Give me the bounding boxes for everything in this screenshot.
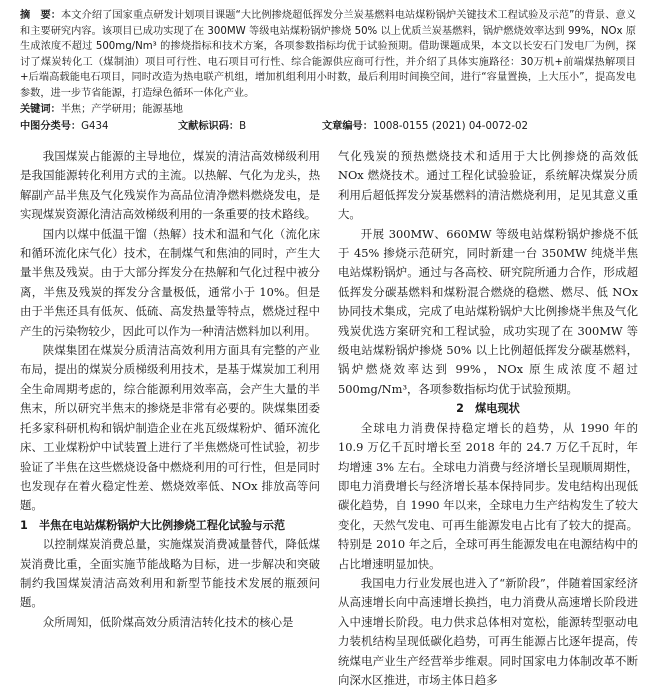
paragraph: 气化残炭的预热燃烧技术和适用于大比例掺烧的高效低 NOx 燃烧技术。通过工程化试验验证，系统解决煤炭分质利用后超低挥发分炭基燃料的清洁燃烧利用，足见其意义重大。 — [338, 149, 638, 222]
section-heading-2: 2 煤电现状 — [456, 402, 520, 416]
paragraph: 陕煤集团在煤炭分质清洁高效利用方面具有完整的产业布局，提出的煤炭分质梯级利用技术，是基于煤炭加工利用全生命周期考虑的，综合能源利用效率高，会产生大量的半焦末，所以研究半焦末的掺烧是非常有必要的。陕煤集团委托多家科研机构和锅炉制造企业在兆瓦级煤粉炉、循环流化床、工业煤粉炉中试装置上进行了半焦燃烧可性试验，初步验证了半焦在这些燃烧设备中燃烧利用的可行性，但是同时也发现存在着火稳定性差、燃烧效率低、NOx 排放高等问题。 — [20, 343, 320, 513]
keywords-label: 关键词： — [20, 104, 61, 115]
clc-label: 中图分类号： — [20, 121, 82, 132]
article-number-label: 文章编号： — [322, 121, 373, 132]
left-column — [20, 147, 320, 632]
right-column — [338, 147, 638, 690]
abstract — [20, 8, 636, 101]
paragraph: 开展 300MW、660MW 等级电站煤粉锅炉掺烧不低于 45% 掺烧示范研究，同时新建一台 350MW 纯烧半焦电站煤粉锅炉。通过与各高校、研究院所通力合作，形成超低挥发分碳基燃料和煤粉混合燃烧的稳燃、燃尽、低 NOx 协同技术集成，完成了电站煤粉锅炉大比例掺烧半焦及气化残炭优选方案研究和工程试验，成功实现了在 300MW 等级电站煤粉锅炉掺烧 50% 以上比例超低挥发分碳基燃料，锅炉燃烧效率达到 99%，NOx 原生成浓度不超过 500mg/Nm³，各项参数指标均优于试验预期。 — [338, 226, 638, 396]
paragraph: 我国煤炭占能源的主导地位，煤炭的清洁高效梯级利用是我国能源转化利用方式的主流。以热解、气化为龙头，热解副产品半焦及气化残炭作为高品位清净燃料燃烧发电，是实现煤炭资源化清洁高效梯级利用的一条重要的技术路线。 — [20, 149, 320, 222]
paragraph: 全球电力消费保持稳定增长的趋势，从 1990 年的 10.9 万亿千瓦时增长至 2018 年的 24.7 万亿千瓦时，年均增速 3% 左右。全球电力消费与经济增长呈现顺周期性，即电力消费增长与经济增长基本保持同步。发电结构出现低碳化趋势，自 1990 年以来，全球电力生产结构发生了较大变化，天然气发电、可再生能源发电占比有了较大的提高。特别是 2010 年之后，全球可再生能源发电在电源结构中的占比增速明显加快。 — [338, 420, 638, 571]
doc-code-value: B — [239, 121, 247, 132]
keywords-text: 半焦；产学研用；能源基地 — [60, 104, 183, 115]
keywords — [20, 100, 183, 115]
article-number-field — [322, 117, 528, 132]
doc-code-field — [178, 117, 246, 132]
paragraph: 国内以煤中低温干馏（热解）技术和温和气化（流化床和循环流化床气化）技术，在制煤气和焦油的同时，产生大量半焦及残炭。由于大部分挥发分在热解和气化过程中被分离，半焦及残炭的挥发分含量极低，通常小于 10%。但是由于半焦还具有低灰、低硫、高发热量等特点，燃烧过程中产生的污染物较少，因此可以作为一种清洁燃料加以利用。 — [20, 226, 320, 338]
abstract-text: 本文介绍了国家重点研发计划项目课题“大比例掺烧超低挥发分兰炭基燃料电站煤粉锅炉关键技术工程试验及示范”的背景、意义和主要研究内容。该项目已成功实现了在 300MW 等级电站煤粉锅炉掺烧 50% 以上优质兰炭基燃料，锅炉燃烧效率达到 99%，NOx 原生成浓度不超过 500mg/Nm³ 的掺烧指标和技术方案，各项参数指标均优于试验预期。借助课题成果，本文以长安石门发电厂为例，探讨了煤炭转化工（煤制油）项目可行性、电石项目可行性、综合能源供应商可行性，并介绍了具体实施路径：30万机+前端煤热解项目+后端高载能电石项目，同时改造为热电联产机组，增加机组利用小时数，最后利用时间换空间，进行“容量置换，上大压小”，提高发电参数，进一步节省能源，打造绿色循环一体化产业。 — [20, 10, 636, 99]
abstract-label: 摘 要： — [20, 10, 62, 21]
section-heading-1: 1 半焦在电站煤粉锅炉大比例掺烧工程化试验与示范 — [20, 518, 286, 532]
article-number-value: 1008-0155 (2021) 04-0072-02 — [372, 121, 529, 132]
clc-value: G434 — [81, 121, 109, 132]
doc-code-label: 文献标识码： — [178, 121, 240, 132]
paragraph: 众所周知，低阶煤高效分质清洁转化技术的核心是 — [42, 614, 294, 629]
paragraph: 我国电力行业发展也进入了“新阶段”，伴随着国家经济从高速增长向中高速增长换挡，电力消费从高速增长阶段进入中速增长阶段。电力供求总体相对宽松，能源转型驱动电力装机结构呈现低碳化趋势，可再生能源占比逐年提高，传统煤电产业生产经营举步维艰。同时国家电力体制改革不断向深水区推进，市场主体日趋多 — [338, 575, 638, 687]
paragraph: 以控制煤炭消费总量，实施煤炭消费减量替代，降低煤炭消费比重，全面实施节能战略为目标，进一步解决和突破制约我国煤炭清洁高效利用和新型节能技术发展的瓶颈问题。 — [20, 537, 320, 610]
clc-field — [20, 117, 108, 132]
